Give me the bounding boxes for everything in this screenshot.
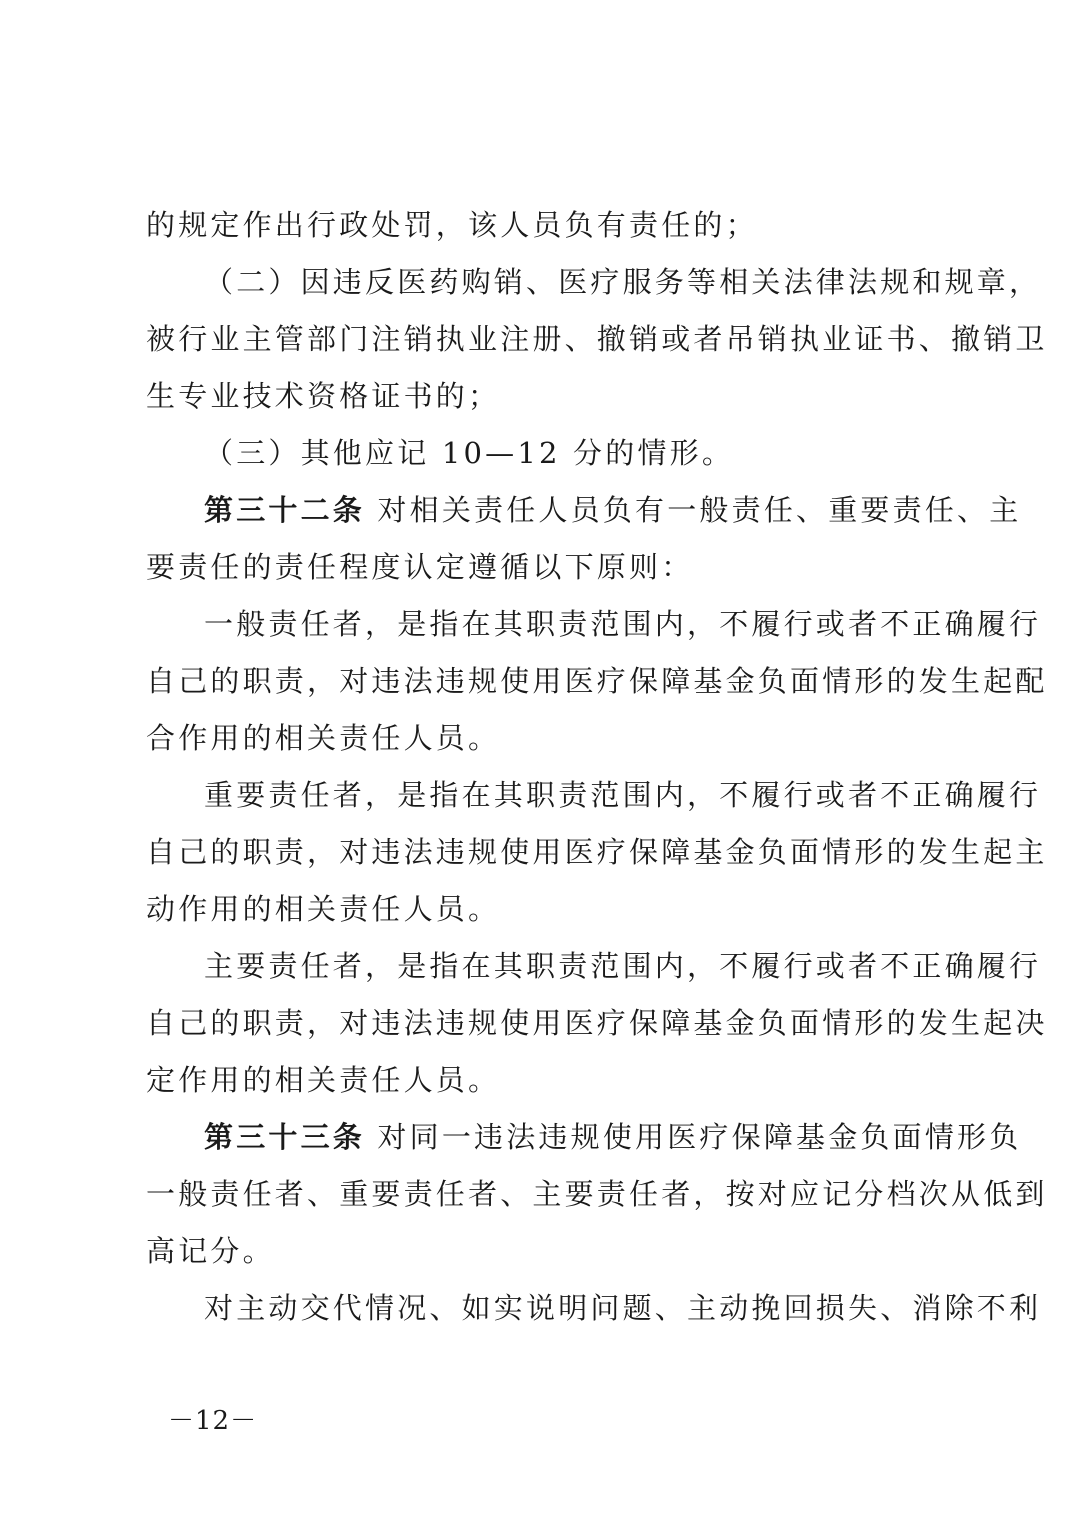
paragraph-line: 生专业技术资格证书的； [146,379,501,413]
paragraph-line: 合作用的相关责任人员。 [146,721,501,755]
article-text: 对相关责任人员负有一般责任、重要责任、主 [365,493,1022,527]
paragraph-line: 一般责任者、重要责任者、主要责任者，按对应记分档次从低到 [146,1177,1048,1211]
paragraph-line: 动作用的相关责任人员。 [146,892,501,926]
paragraph-line: 被行业主管部门注销执业注册、撤销或者吊销执业证书、撤销卫 [146,322,1048,356]
article-32-first-line [204,490,1022,530]
paragraph-line: 高记分。 [146,1234,275,1268]
article-33-first-line [204,1117,1022,1157]
paragraph-line: 一般责任者，是指在其职责范围内，不履行或者不正确履行 [204,607,1042,641]
paragraph-line: （二）因违反医药购销、医疗服务等相关法律法规和规章， [204,265,1042,299]
paragraph-line: 主要责任者，是指在其职责范围内，不履行或者不正确履行 [204,949,1042,983]
paragraph-line: 对主动交代情况、如实说明问题、主动挽回损失、消除不利 [204,1291,1042,1325]
paragraph-line: 重要责任者，是指在其职责范围内，不履行或者不正确履行 [204,778,1042,812]
paragraph-line: 自己的职责，对违法违规使用医疗保障基金负面情形的发生起主 [146,835,1048,869]
article-heading: 第三十二条 [204,493,366,527]
paragraph-line: 自己的职责，对违法违规使用医疗保障基金负面情形的发生起配 [146,664,1048,698]
article-heading: 第三十三条 [204,1120,366,1154]
paragraph-line: 自己的职责，对违法违规使用医疗保障基金负面情形的发生起决 [146,1006,1048,1040]
paragraph-line: 的规定作出行政处罚，该人员负有责任的； [146,208,758,242]
article-text: 对同一违法违规使用医疗保障基金负面情形负 [365,1120,1022,1154]
page-number: －12－ [168,1406,258,1436]
paragraph-line: 要责任的责任程度认定遵循以下原则： [146,550,694,584]
paragraph-line: 定作用的相关责任人员。 [146,1063,501,1097]
paragraph-line: （三）其他应记 10—12 分的情形。 [204,436,735,470]
